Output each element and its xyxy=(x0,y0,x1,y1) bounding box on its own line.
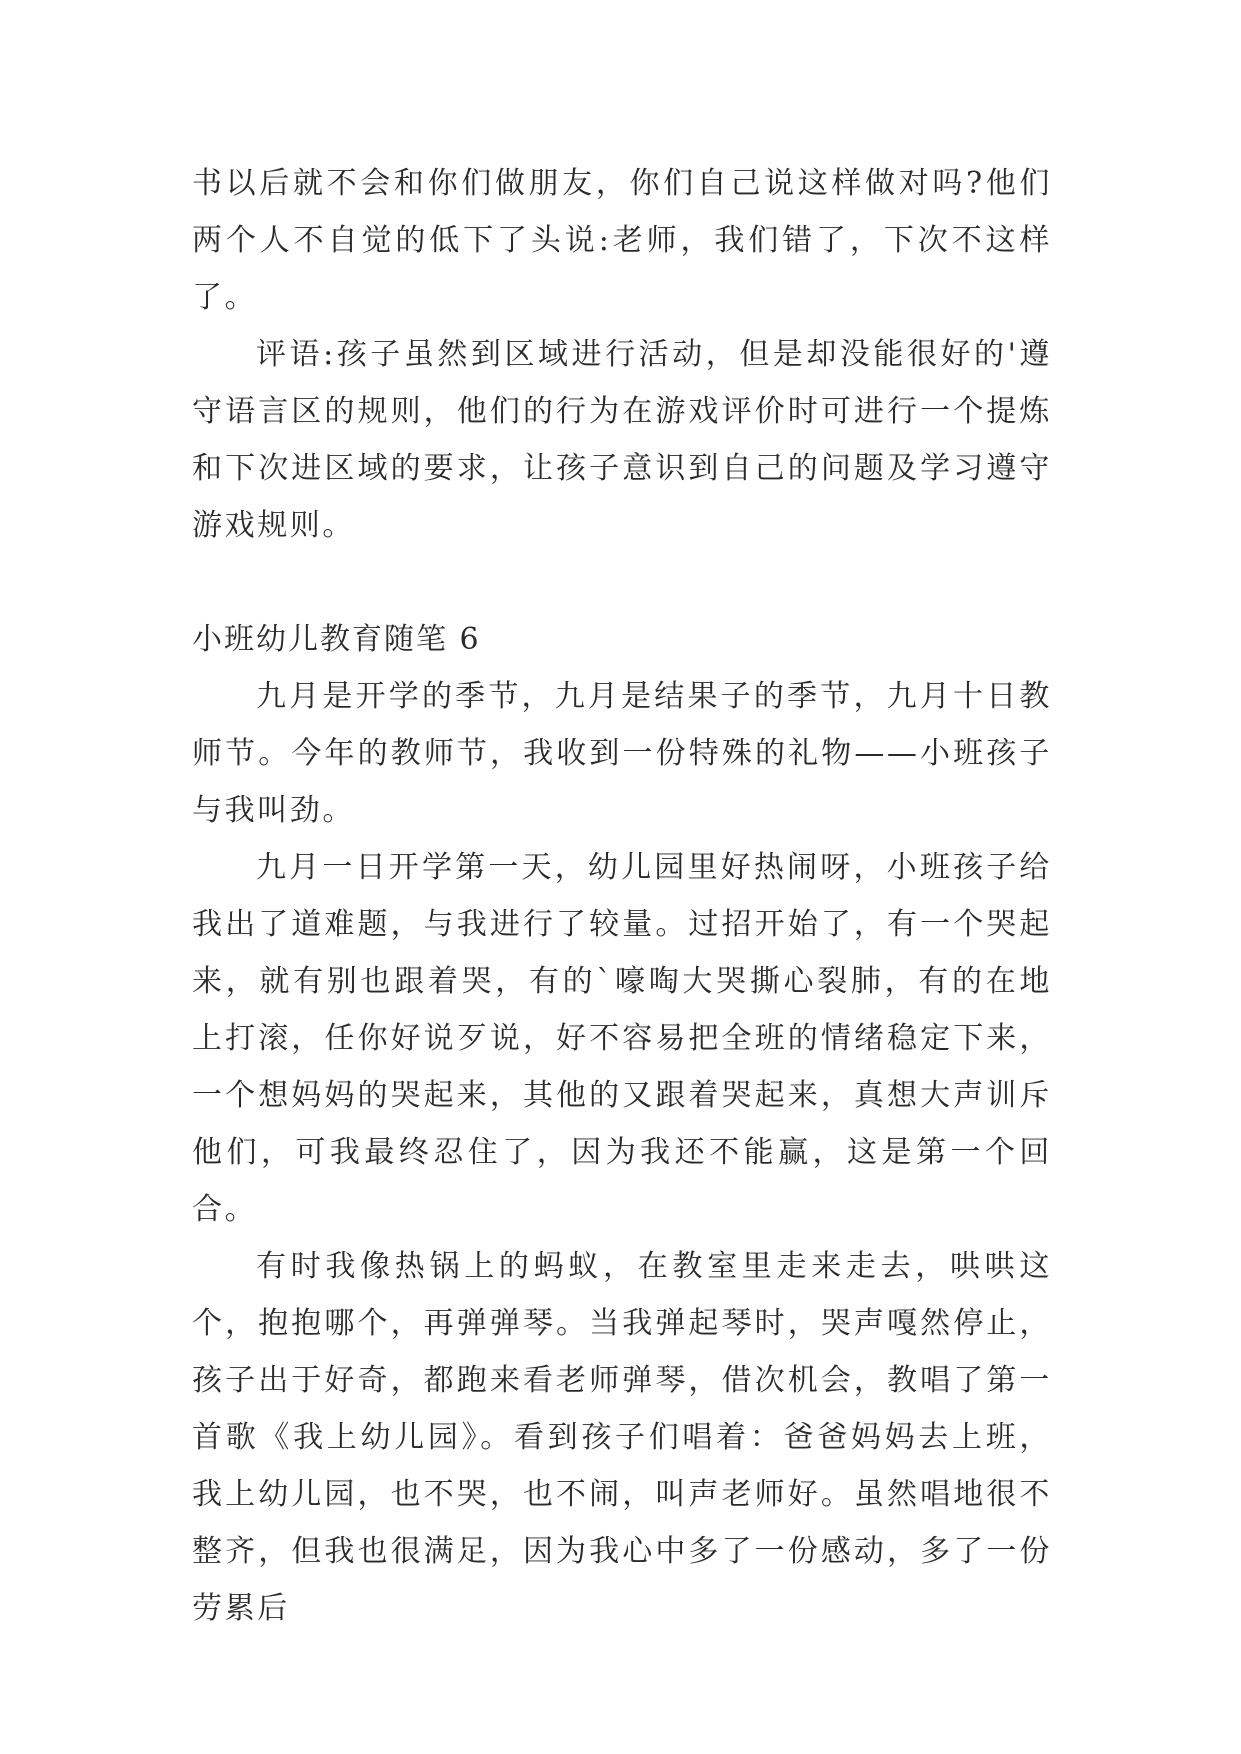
section-title: 小班幼儿教育随笔 6 xyxy=(192,622,481,657)
section-spacer xyxy=(192,554,1052,611)
paragraph-comment: 评语:孩子虽然到区域进行活动，但是却没能很好的'遵守语言区的规则，他们的行为在游戏评价时可进行一个提炼和下次进区域的要求，让孩子意识到自己的问题及学习遵守游戏规则。 xyxy=(192,337,1052,543)
document-body xyxy=(192,155,1052,1637)
paragraph-section-3: 有时我像热锅上的蚂蚁，在教室里走来走去，哄哄这个，抱抱哪个，再弹弹琴。当我弹起琴时，哭声嘎然停止，孩子出于好奇，都跑来看老师弹琴，借次机会，教唱了第一首歌《我上幼儿园》。看到孩子们唱着：爸爸妈妈去上班，我上幼儿园，也不哭，也不闹，叫声老师好。虽然唱地很不整齐，但我也很满足，因为我心中多了一份感动，多了一份劳累后 xyxy=(192,1249,1052,1626)
paragraph-continued: 书以后就不会和你们做朋友，你们自己说这样做对吗?他们两个人不自觉的低下了头说:老师，我们错了，下次不这样了。 xyxy=(192,166,1052,315)
paragraph-section-1: 九月是开学的季节，九月是结果子的季节，九月十日教师节。今年的教师节，我收到一份特殊的礼物——小班孩子与我叫劲。 xyxy=(192,679,1052,828)
paragraph-section-2: 九月一日开学第一天，幼儿园里好热闹呀，小班孩子给我出了道难题，与我进行了较量。过招开始了，有一个哭起来，就有别也跟着哭，有的`嚎啕大哭撕心裂肺，有的在地上打滚，任你好说歹说，好不容易把全班的情绪稳定下来，一个想妈妈的哭起来，其他的又跟着哭起来，真想大声训斥他们，可我最终忍住了，因为我还不能赢，这是第一个回合。 xyxy=(192,850,1052,1227)
